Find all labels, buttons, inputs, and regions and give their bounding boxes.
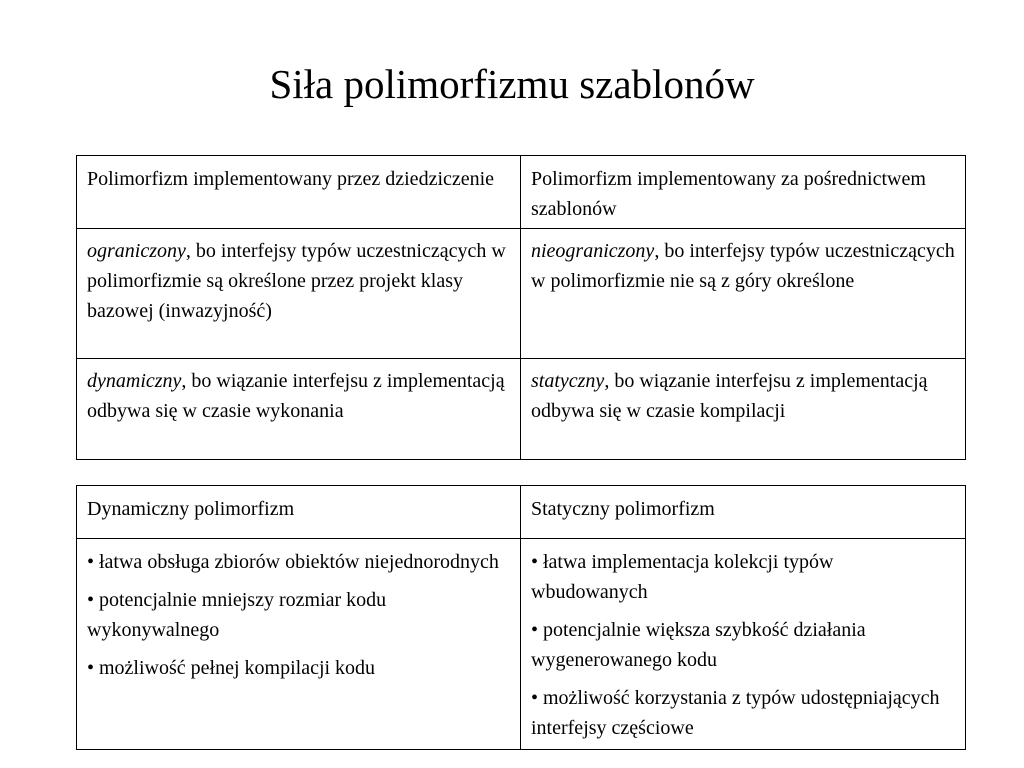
- header-cell-inheritance: Polimorfizm implementowany przez dziedziczenie: [77, 156, 521, 229]
- list-item: • potencjalnie mniejszy rozmiar kodu wykonywalnego: [87, 589, 387, 641]
- cell-static-features: [521, 539, 966, 750]
- list-item: • łatwa implementacja kolekcji typów wbudowanych: [531, 551, 834, 603]
- cell-text: , bo wiązanie interfejsu z implementacją odbywa się w czasie wykonania: [87, 370, 505, 422]
- header-cell-dynamic: Dynamiczny polimorfizm: [77, 486, 521, 539]
- term-unlimited: nieograniczony: [531, 240, 655, 262]
- term-static: statyczny: [531, 370, 605, 392]
- cell-text: , bo interfejsy typów uczestniczących w polimorfizmie nie są z góry określone: [531, 240, 955, 292]
- cell-inheritance-limited: [77, 229, 521, 359]
- table-row-binding: [77, 359, 966, 460]
- comparison-table-dynamic-vs-static: [76, 485, 966, 750]
- table-header-row: [77, 486, 966, 539]
- cell-dynamic-features: [77, 539, 521, 750]
- cell-templates-unlimited: [521, 229, 966, 359]
- term-dynamic: dynamiczny: [87, 370, 182, 392]
- list-item: • potencjalnie większa szybkość działania wygenerowanego kodu: [531, 619, 866, 671]
- term-limited: ograniczony: [87, 240, 186, 262]
- list-item: • łatwa obsługa zbiorów obiektów niejednorodnych: [87, 551, 499, 573]
- cell-text: , bo wiązanie interfejsu z implementacją odbywa się w czasie kompilacji: [531, 370, 928, 422]
- list-item: • możliwość pełnej kompilacji kodu: [87, 657, 376, 679]
- cell-inheritance-dynamic: [77, 359, 521, 460]
- cell-templates-static: [521, 359, 966, 460]
- cell-text: , bo interfejsy typów uczestniczących w polimorfizmie są określone przez projekt klasy bazowej (inwazyjność): [87, 240, 506, 322]
- comparison-table-inheritance-vs-templates: [76, 155, 966, 460]
- table-row-interface-limits: [77, 229, 966, 359]
- page-title: Siła polimorfizmu szablonów: [269, 61, 755, 107]
- table-header-row: [77, 156, 966, 229]
- table-row-features: [77, 539, 966, 750]
- header-cell-templates: Polimorfizm implementowany za pośrednictwem szablonów: [521, 156, 966, 229]
- header-cell-static: Statyczny polimorfizm: [521, 486, 966, 539]
- list-item: • możliwość korzystania z typów udostępniających interfejsy częściowe: [531, 687, 940, 739]
